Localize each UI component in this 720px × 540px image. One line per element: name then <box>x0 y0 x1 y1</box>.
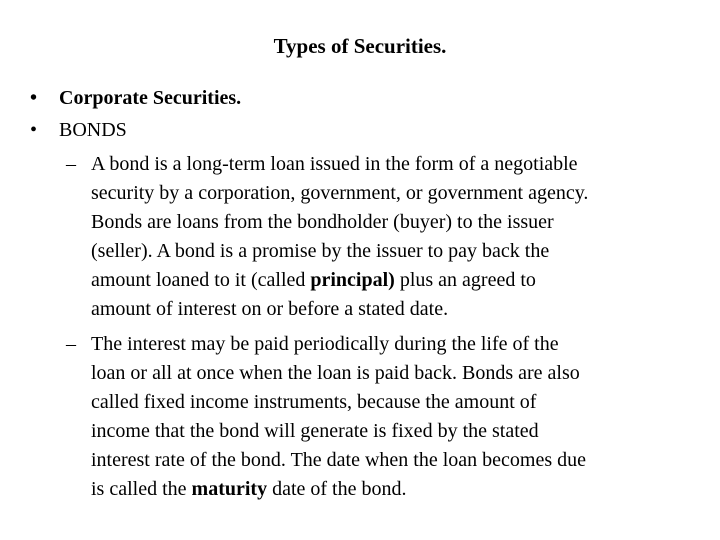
text-line: A bond is a long-term loan issued in the form of a negotiable <box>91 153 578 175</box>
sub-item-bond-interest <box>66 330 696 504</box>
bullet-text: Corporate Securities. <box>59 87 242 109</box>
bullet-bonds <box>30 115 127 145</box>
text-line: interest rate of the bond. The date when the loan becomes due <box>91 449 587 471</box>
dash-marker: – <box>66 333 76 355</box>
bullet-corporate-securities <box>30 83 241 113</box>
text-line: is called the maturity date of the bond. <box>91 478 407 500</box>
text-line: security by a corporation, government, or government agency. <box>91 182 589 204</box>
bullet-text: BONDS <box>59 119 127 141</box>
bullet-marker: • <box>30 87 38 109</box>
text-line: Bonds are loans from the bondholder (buyer) to the issuer <box>91 211 554 233</box>
term-principal: principal) <box>310 269 395 291</box>
dash-marker: – <box>66 153 76 175</box>
term-maturity: maturity <box>191 478 268 500</box>
text-line: called fixed income instruments, because the amount of <box>91 391 537 413</box>
bullet-marker: • <box>30 119 38 141</box>
text-line: amount loaned to it (called principal) plus an agreed to <box>91 269 536 291</box>
sub-item-bond-definition <box>66 150 696 324</box>
text-line: amount of interest on or before a stated date. <box>91 298 449 320</box>
text-line: (seller). A bond is a promise by the issuer to pay back the <box>91 240 550 262</box>
text-line: income that the bond will generate is fixed by the stated <box>91 420 539 442</box>
slide-title: Types of Securities. <box>273 34 447 58</box>
text-line: The interest may be paid periodically during the life of the <box>91 333 559 355</box>
text-line: loan or all at once when the loan is paid back. Bonds are also <box>91 362 580 384</box>
